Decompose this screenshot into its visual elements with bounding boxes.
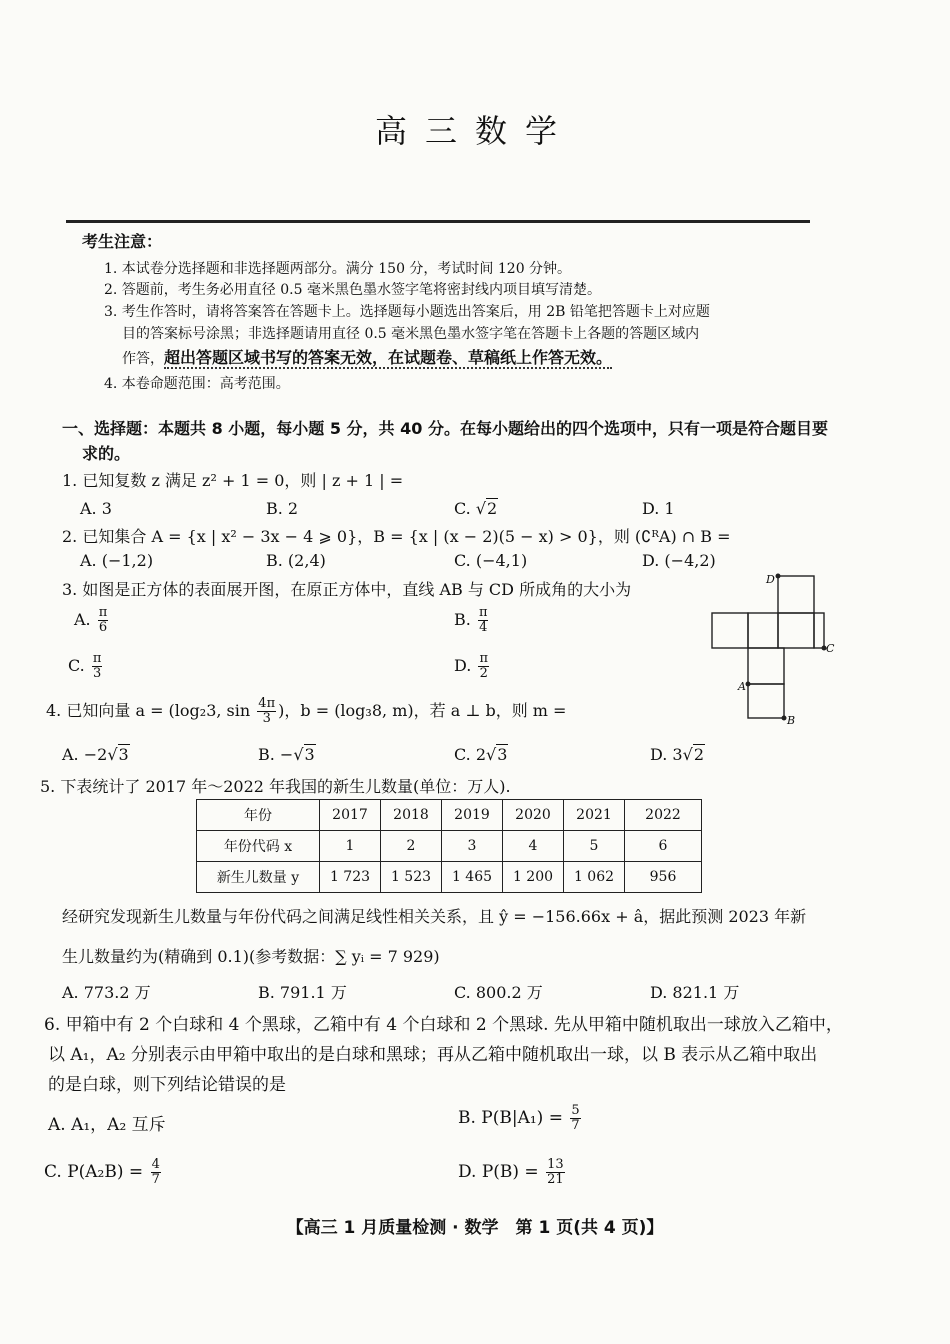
- table-cell: 1 465: [442, 862, 503, 893]
- table-cell: 1 523: [381, 862, 442, 893]
- table-cell: 5: [564, 831, 625, 862]
- q6-option-c: C. P(A₂B) = $\frac{4}{7}$: [44, 1157, 160, 1187]
- notice-heading: 考生注意：: [82, 232, 163, 251]
- q3-option-c: C. $\frac{\pi}{3}$: [68, 651, 102, 681]
- table-cell: 2018: [381, 800, 442, 831]
- net-square-bottom: [748, 684, 784, 718]
- page-title: 高三数学: [374, 112, 575, 150]
- table-header-year: 年份: [197, 800, 320, 831]
- label-d: D: [766, 573, 775, 586]
- notice-4: 4. 本卷命题范围：高考范围。: [104, 376, 290, 392]
- q6-line2: 以 A₁，A₂ 分别表示由甲箱中取出的是白球和黑球；再从乙箱中随机取出一球，以 B 表示从乙箱中取出: [48, 1045, 818, 1065]
- q6-line1: 6. 甲箱中有 2 个白球和 4 个黑球，乙箱中有 4 个白球和 2 个黑球. 先从甲箱中随机取出一球放入乙箱中，: [44, 1015, 843, 1035]
- q5-option-d: D. 821.1 万: [650, 983, 740, 1002]
- point-b: [782, 716, 787, 721]
- notice-3-line3: [122, 345, 612, 368]
- q5-line2: 生儿数量约为(精确到 0.1)(参考数据：∑ yᵢ = 7 929): [62, 947, 440, 966]
- table-cell: 2020: [503, 800, 564, 831]
- notice-2: 2. 答题前，考生务必用直径 0.5 毫米黑色墨水签字笔将密封线内项目填写清楚。: [104, 282, 601, 298]
- notice-1: 1. 本试卷分选择题和非选择题两部分。满分 150 分，考试时间 120 分钟。: [104, 261, 572, 277]
- section1-line2: 求的。: [82, 444, 131, 463]
- net-square-lower: [748, 648, 784, 684]
- q6-option-d: D. P(B) = $\frac{13}{21}$: [458, 1157, 564, 1187]
- net-square-top: [778, 576, 814, 613]
- q2-stem: 2. 已知集合 A = {x | x² − 3x − 4 ⩾ 0}，B = {x | (x − 2)(5 − x) > 0}，则 (∁ᴿA) ∩ B =: [62, 527, 731, 546]
- q5-option-b: B. 791.1 万: [258, 983, 347, 1002]
- cube-net-figure: [700, 568, 850, 736]
- table-cell: 2017: [320, 800, 381, 831]
- q5-line1: 经研究发现新生儿数量与年份代码之间满足线性相关关系，且 ŷ = −156.66x + â，据此预测 2023 年新: [62, 907, 807, 926]
- table-row: [197, 831, 702, 862]
- table-row: [197, 800, 702, 831]
- newborn-table: [196, 799, 702, 893]
- header-rule: [66, 220, 810, 223]
- table-header-count: 新生儿数量 y: [197, 862, 320, 893]
- notice-3b: 目的答案标号涂黑；非选择题请用直径 0.5 毫米黑色墨水签字笔在答题卡上各题的答题区域内: [122, 326, 700, 342]
- table-header-code: 年份代码 x: [197, 831, 320, 862]
- q5-stem: 5. 下表统计了 2017 年～2022 年我国的新生儿数量(单位：万人).: [40, 777, 511, 796]
- section1-line1: 一、选择题：本题共 8 小题，每小题 5 分，共 40 分。在每小题给出的四个选项中，只有一项是符合题目要: [62, 419, 828, 438]
- q3-option-b: B. $\frac{\pi}{4}$: [454, 605, 488, 635]
- net-square-mid: [778, 613, 814, 648]
- q4-option-c: C. 2√3: [454, 745, 508, 764]
- q4-stem: 4. 已知向量 a = (log₂3, sin $\frac{4\pi}{3}$ )，b = (log₃8, m)，若 a ⊥ b，则 m =: [46, 696, 567, 726]
- q4-option-d: D. 3√2: [650, 745, 704, 764]
- table-cell: 1 200: [503, 862, 564, 893]
- table-cell: 2: [381, 831, 442, 862]
- table-cell: 1: [320, 831, 381, 862]
- net-square-left: [712, 613, 748, 648]
- table-cell: 1 062: [564, 862, 625, 893]
- net-square-mid-left: [748, 613, 778, 648]
- q2-option-b: B. (2,4): [266, 551, 326, 570]
- table-cell: 4: [503, 831, 564, 862]
- q6-option-b: B. P(B|A₁) = $\frac{5}{7}$: [458, 1103, 580, 1133]
- q3-option-d: D. $\frac{\pi}{2}$: [454, 651, 488, 681]
- q2-option-d: D. (−4,2): [642, 551, 716, 570]
- label-b: B: [787, 714, 796, 727]
- table-cell: 956: [625, 862, 702, 893]
- table-cell: 2019: [442, 800, 503, 831]
- label-a: A: [738, 680, 746, 693]
- q4-option-a: A. −2√3: [62, 745, 129, 764]
- page-footer: 【高三 1 月质量检测 · 数学 第 1 页(共 4 页)】: [286, 1218, 664, 1238]
- q1-stem: 1. 已知复数 z 满足 z² + 1 = 0，则 | z + 1 | =: [62, 471, 404, 490]
- q5-option-a: A. 773.2 万: [62, 983, 151, 1002]
- q3-option-a: A. $\frac{\pi}{6}$: [74, 605, 108, 635]
- notice-3c: 作答，: [122, 351, 164, 367]
- q6-option-a: A. A₁，A₂ 互斥: [48, 1115, 166, 1135]
- q5-option-c: C. 800.2 万: [454, 983, 543, 1002]
- q1-option-d: D. 1: [642, 499, 675, 518]
- q3-stem: 3. 如图是正方体的表面展开图，在原正方体中，直线 AB 与 CD 所成角的大小为: [62, 580, 632, 599]
- q4-option-b: B. −√3: [258, 745, 315, 764]
- label-c: C: [826, 642, 835, 655]
- q2-option-a: A. (−1,2): [80, 551, 154, 570]
- point-d: [776, 574, 781, 579]
- table-cell: 6: [625, 831, 702, 862]
- notice-3a: 3. 考生作答时，请将答案答在答题卡上。选择题每小题选出答案后，用 2B 铅笔把答题卡上对应题: [104, 304, 710, 320]
- q1-option-c: C. √2: [454, 499, 498, 518]
- q6-line3: 的是白球，则下列结论错误的是: [48, 1075, 286, 1095]
- table-cell: 3: [442, 831, 503, 862]
- table-cell: 1 723: [320, 862, 381, 893]
- point-a: [746, 682, 751, 687]
- table-cell: 2021: [564, 800, 625, 831]
- notice-3d-emphasis: 超出答题区域书写的答案无效，在试题卷、草稿纸上作答无效。: [164, 348, 613, 367]
- q1-option-a: A. 3: [80, 499, 112, 518]
- net-square-right: [814, 613, 824, 648]
- q1-option-b: B. 2: [266, 499, 299, 518]
- table-row: [197, 862, 702, 893]
- q2-option-c: C. (−4,1): [454, 551, 528, 570]
- table-cell: 2022: [625, 800, 702, 831]
